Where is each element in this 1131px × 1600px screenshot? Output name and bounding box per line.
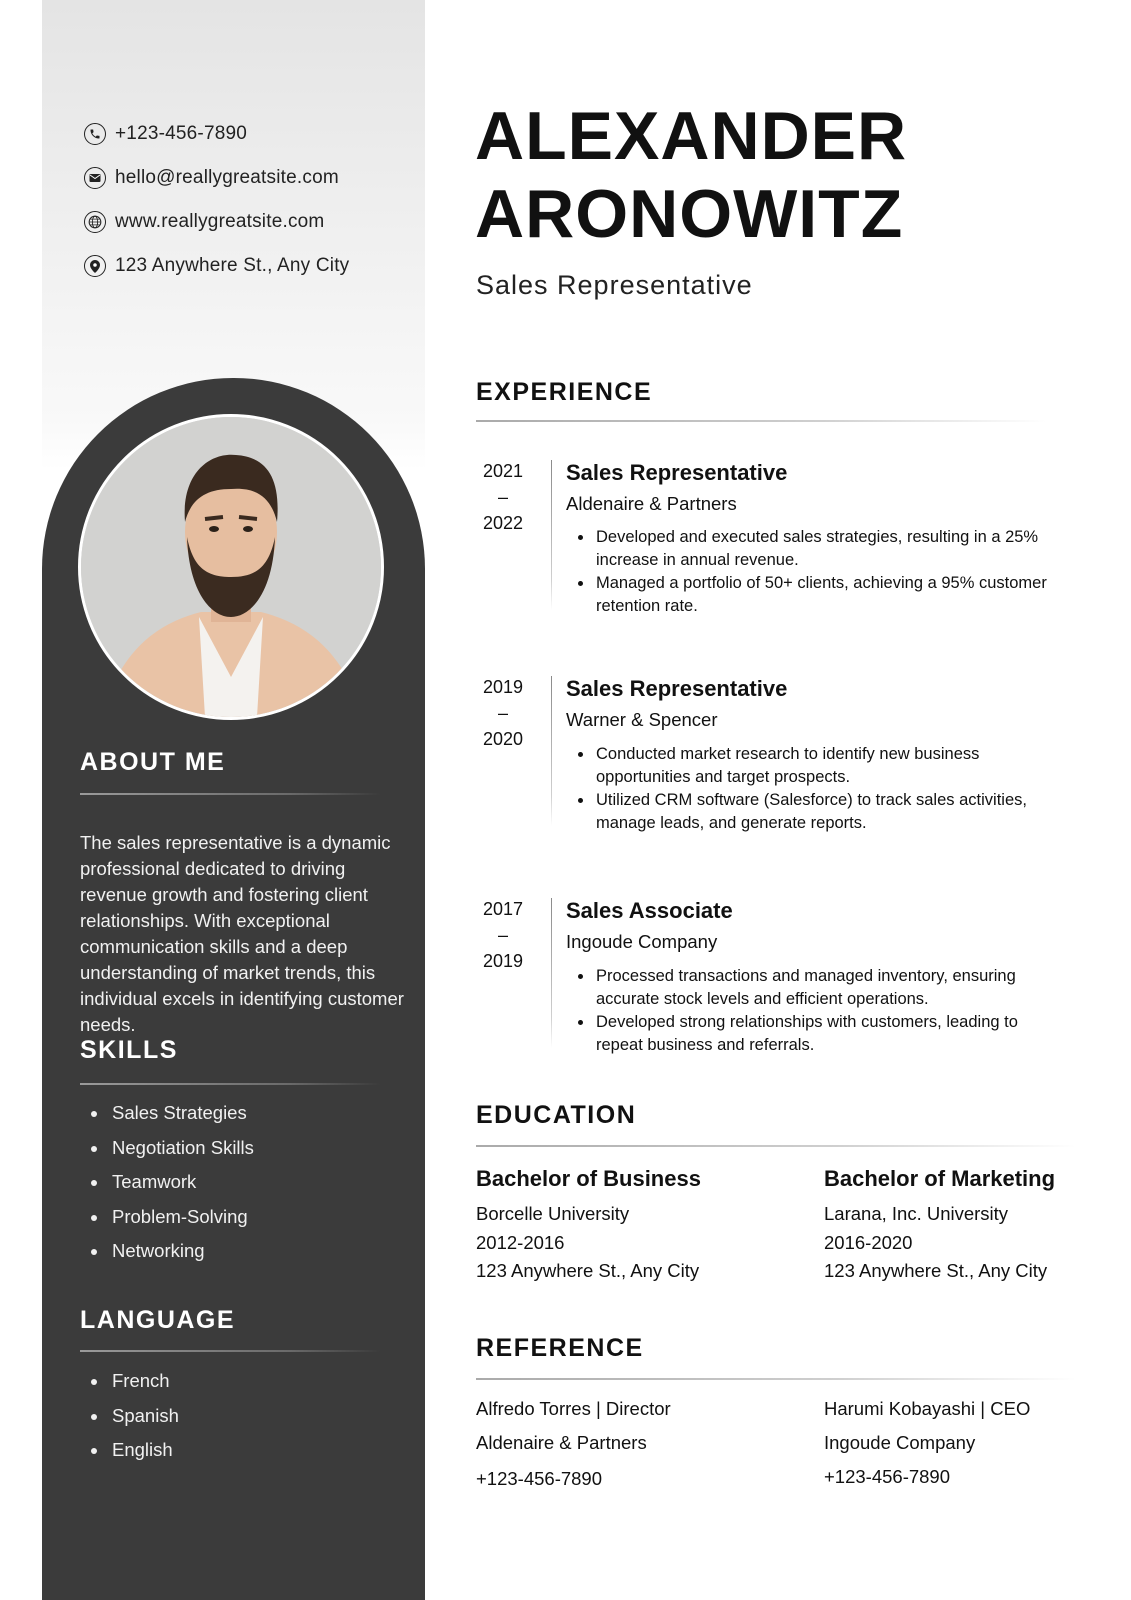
about-heading: ABOUT ME bbox=[80, 748, 226, 776]
list-item: Developed and executed sales strategies, resulting in a 25% increase in annual revenue. bbox=[566, 526, 1056, 572]
contact-phone bbox=[84, 119, 247, 149]
job-bullets bbox=[566, 526, 1056, 618]
education-years: 2012-2016 bbox=[476, 1231, 565, 1253]
job-title: Sales Associate bbox=[566, 898, 733, 923]
job-start-year: 2017 bbox=[482, 899, 524, 919]
reference-item bbox=[824, 1398, 1030, 1488]
language-list bbox=[80, 1369, 179, 1473]
timeline-line bbox=[551, 676, 552, 826]
job-year-dash: – bbox=[497, 487, 508, 507]
job-bullets bbox=[566, 965, 1056, 1057]
job-start-year: 2021 bbox=[482, 461, 524, 481]
timeline-line bbox=[551, 898, 552, 1048]
list-item: English bbox=[80, 1438, 179, 1473]
contact-address bbox=[84, 251, 349, 281]
list-item: Processed transactions and managed inventory, ensuring accurate stock levels and efficient operations. bbox=[566, 965, 1056, 1011]
experience-heading: EXPERIENCE bbox=[476, 378, 653, 406]
email-icon bbox=[84, 167, 106, 189]
sidebar bbox=[42, 0, 425, 1600]
reference-phone: +123-456-7890 bbox=[476, 1468, 603, 1489]
reference-heading: REFERENCE bbox=[476, 1334, 644, 1362]
name-last: ARONOWITZ bbox=[475, 176, 904, 252]
job-company: Ingoude Company bbox=[566, 931, 718, 952]
job-end-year: 2022 bbox=[482, 513, 524, 533]
skills-divider bbox=[80, 1083, 380, 1085]
experience-divider bbox=[476, 420, 1046, 422]
reference-name: Harumi Kobayashi | CEO bbox=[824, 1398, 1031, 1419]
email-text: hello@reallygreatsite.com bbox=[115, 167, 339, 188]
job-start-year: 2019 bbox=[482, 677, 524, 697]
list-item: French bbox=[80, 1369, 179, 1404]
job-bullets bbox=[566, 743, 1056, 835]
job-company: Warner & Spencer bbox=[566, 709, 718, 730]
list-item: Negotiation Skills bbox=[80, 1136, 254, 1171]
school: Larana, Inc. University bbox=[824, 1203, 1009, 1224]
skills-list bbox=[80, 1101, 254, 1274]
contact-website bbox=[84, 207, 324, 237]
globe-icon bbox=[84, 211, 106, 233]
job-end-year: 2019 bbox=[482, 951, 524, 971]
reference-company: Ingoude Company bbox=[824, 1432, 976, 1453]
education-item bbox=[476, 1166, 701, 1286]
reference-name: Alfredo Torres | Director bbox=[476, 1398, 671, 1419]
job-title: Sales Representative bbox=[566, 460, 788, 485]
degree: Bachelor of Business bbox=[476, 1166, 701, 1191]
list-item: Sales Strategies bbox=[80, 1101, 254, 1136]
reference-phone: +123-456-7890 bbox=[824, 1466, 951, 1487]
job-years bbox=[472, 674, 534, 752]
about-divider bbox=[80, 793, 380, 795]
list-item: Conducted market research to identify new business opportunities and target prospects. bbox=[566, 743, 1056, 789]
school-address: 123 Anywhere St., Any City bbox=[824, 1260, 1048, 1281]
job-title: Sales Representative bbox=[476, 270, 753, 300]
job-end-year: 2020 bbox=[482, 729, 524, 749]
list-item: Spanish bbox=[80, 1404, 179, 1439]
location-pin-icon bbox=[84, 255, 106, 277]
list-item: Problem-Solving bbox=[80, 1205, 254, 1240]
job-year-dash: – bbox=[497, 703, 508, 723]
job-company: Aldenaire & Partners bbox=[566, 493, 737, 514]
name-first: ALEXANDER bbox=[475, 98, 908, 174]
reference-company: Aldenaire & Partners bbox=[476, 1432, 647, 1453]
degree: Bachelor of Marketing bbox=[824, 1166, 1056, 1191]
education-heading: EDUCATION bbox=[476, 1101, 637, 1129]
list-item: Teamwork bbox=[80, 1170, 254, 1205]
education-divider bbox=[476, 1145, 1076, 1147]
education-item bbox=[824, 1166, 1055, 1286]
school: Borcelle University bbox=[476, 1203, 630, 1224]
website-text: www.reallygreatsite.com bbox=[115, 211, 325, 232]
list-item: Developed strong relationships with customers, leading to repeat business and referrals. bbox=[566, 1011, 1056, 1057]
profile-photo bbox=[78, 414, 384, 720]
education-years: 2016-2020 bbox=[824, 1231, 913, 1253]
language-divider bbox=[80, 1350, 380, 1352]
phone-icon bbox=[84, 123, 106, 145]
list-item: Utilized CRM software (Salesforce) to track sales activities, manage leads, and generate reports. bbox=[566, 789, 1056, 835]
phone-text: +123-456-7890 bbox=[115, 123, 248, 144]
timeline-line bbox=[551, 460, 552, 610]
job-year-dash: – bbox=[497, 925, 508, 945]
language-heading: LANGUAGE bbox=[80, 1306, 236, 1334]
reference-item bbox=[476, 1398, 671, 1490]
list-item: Networking bbox=[80, 1239, 254, 1274]
skills-heading: SKILLS bbox=[80, 1036, 178, 1064]
about-text: The sales representative is a dynamic professional dedicated to driving revenue growth and fostering client relationships. With exceptional communication skills and a deep understanding of market trends, this individual excels in identifying customer needs. bbox=[80, 832, 404, 1035]
job-years bbox=[472, 896, 534, 974]
list-item: Managed a portfolio of 50+ clients, achieving a 95% customer retention rate. bbox=[566, 572, 1056, 618]
school-address: 123 Anywhere St., Any City bbox=[476, 1260, 700, 1281]
address-text: 123 Anywhere St., Any City bbox=[115, 255, 350, 276]
job-years bbox=[472, 458, 534, 536]
reference-divider bbox=[476, 1378, 1076, 1380]
job-title: Sales Representative bbox=[566, 676, 788, 701]
contact-email bbox=[84, 163, 339, 193]
